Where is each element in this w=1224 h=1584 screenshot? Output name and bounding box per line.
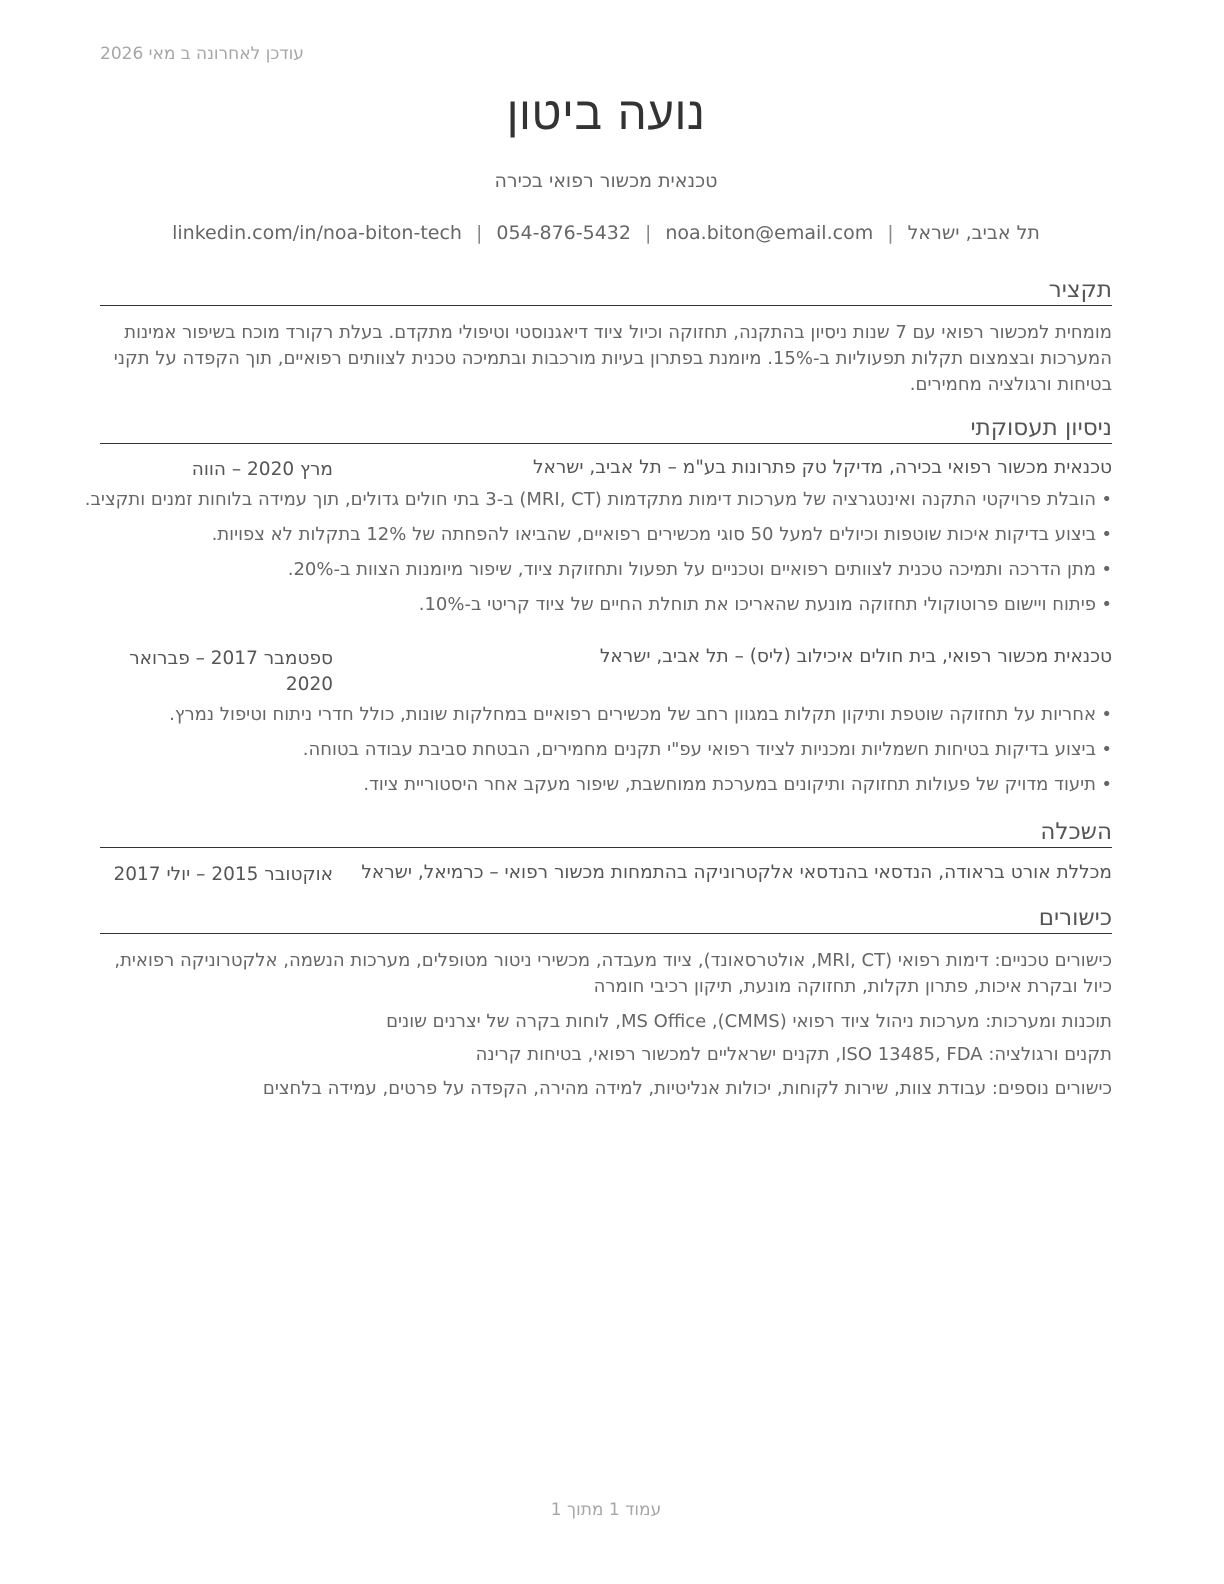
section-title-skills: כישורים [100,903,1112,934]
section-title-experience: ניסיון תעסוקתי [100,413,1112,444]
job-title: טכנאית מכשור רפואי, בית חולים איכילוב (ליס) – תל אביב, ישראל [599,646,1112,667]
last-updated: עודכן לאחרונה ב מאי 2026 [100,44,304,64]
bullet-item: • תיעוד מדויק של פעולות תחזוקה ותיקונים במערכת ממוחשבת, שיפור מעקב אחר היסטוריית ציוד. [100,772,1112,798]
bullet-item: • ביצוע בדיקות איכות שוטפות וכיולים למעל 50 סוגי מכשירים רפואיים, שהביאו להפחתה של 12% בתקלות לא צפויות. [100,522,1112,548]
skill-line: תוכנות ומערכות: מערכות ניהול ציוד רפואי (CMMS), MS Office, לוחות בקרה של יצרנים שונים [386,1011,1112,1032]
candidate-name: נועה ביטון [506,86,706,140]
bullet-item: • אחריות על תחזוקה שוטפת ותיקון תקלות במגוון רחב של מכשירים רפואיים במחלקות שונות, כולל חדרי ניתוח וטיפול נמרץ. [100,702,1112,728]
bullet-item: • פיתוח ויישום פרוטוקולי תחזוקה מונעת שהאריכו את תוחלת החיים של ציוד קריטי ב-10%. [100,592,1112,618]
job-subtitle: טכנאית מכשור רפואי בכירה [494,170,718,192]
job-title: טכנאית מכשור רפואי בכירה, מדיקל טק פתרונות בע"מ – תל אביב, ישראל [532,457,1112,478]
section-title-education: השכלה [100,817,1112,848]
bullet-item: • ביצוע בדיקות בטיחות חשמליות ומכניות לציוד רפואי עפ"י תקנים מחמירים, הבטחת סביבת עבודה בטוחה. [100,737,1112,763]
contact-line [100,222,1112,244]
contact-separator: | [644,222,652,244]
job-dates: מרץ 2020 – הווה [191,459,333,480]
bullet-item: • הובלת פרויקטי התקנה ואינטגרציה של מערכות דימות מתקדמות (MRI, CT) ב-3 בתי חולים גדולים, תוך עמידה בלוחות זמנים ותקציב. [100,487,1112,513]
summary-text: מומחית למכשור רפואי עם 7 שנות ניסיון בהתקנה, תחזוקה וכיול ציוד דיאגנוסטי וטיפולי מתקדם. בעלת רקורד מוכח בשיפור אמינות המערכות ובצמצום תקלות תפעוליות ב-15%. מיומנת בפתרון בעיות מורכבות ובתמיכה טכנית לצוותים רפואיים, תוך הקפדה על תקני בטיחות ורגולציה מחמירים. [113,322,1112,395]
contact-phone[interactable]: 054-876-5432 [496,222,631,244]
skill-line: תקנים ורגולציה: ISO 13485, FDA, תקנים ישראליים למכשור רפואי, בטיחות קרינה [475,1044,1112,1065]
resume-page [84,0,1112,1584]
skill-line: כישורים נוספים: עבודת צוות, שירות לקוחות, יכולות אנליטיות, למידה מהירה, הקפדה על פרטים, עמידה בלחצים [262,1078,1112,1099]
contact-email[interactable]: noa.biton@email.com [665,222,874,244]
job-bullets [84,487,1112,627]
education-dates: אוקטובר 2015 – יולי 2017 [113,864,333,885]
contact-location: תל אביב, ישראל [907,222,1040,244]
job-bullets [100,702,1112,807]
bullet-item: • מתן הדרכה ותמיכה טכנית לצוותים רפואיים וטכניים על תפעול ותחזוקת ציוד, שיפור מיומנות הצוות ב-20%. [100,557,1112,583]
job-dates: ספטמבר 2017 – פברואר 2020 [129,648,333,695]
page-number: עמוד 1 מתוך 1 [550,1500,662,1520]
section-title-summary: תקציר [100,275,1112,306]
contact-separator: | [475,222,483,244]
contact-separator: | [887,222,894,244]
skill-line: כישורים טכניים: דימות רפואי (MRI, CT, אולטרסאונד), ציוד מעבדה, מכשירי ניטור מטופלים, מערכות הנשמה, אלקטרוניקה רפואית, כיול ובקרת איכות, פתרון תקלות, תחזוקה מונעת, תיקון רכיבי חומרה [114,950,1112,997]
education-institution: מכללת אורט בראודה, הנדסאי בהנדסאי אלקטרוניקה בהתמחות מכשור רפואי – כרמיאל, ישראל [361,862,1112,883]
contact-linkedin[interactable]: linkedin.com/in/noa-biton-tech [172,222,462,244]
